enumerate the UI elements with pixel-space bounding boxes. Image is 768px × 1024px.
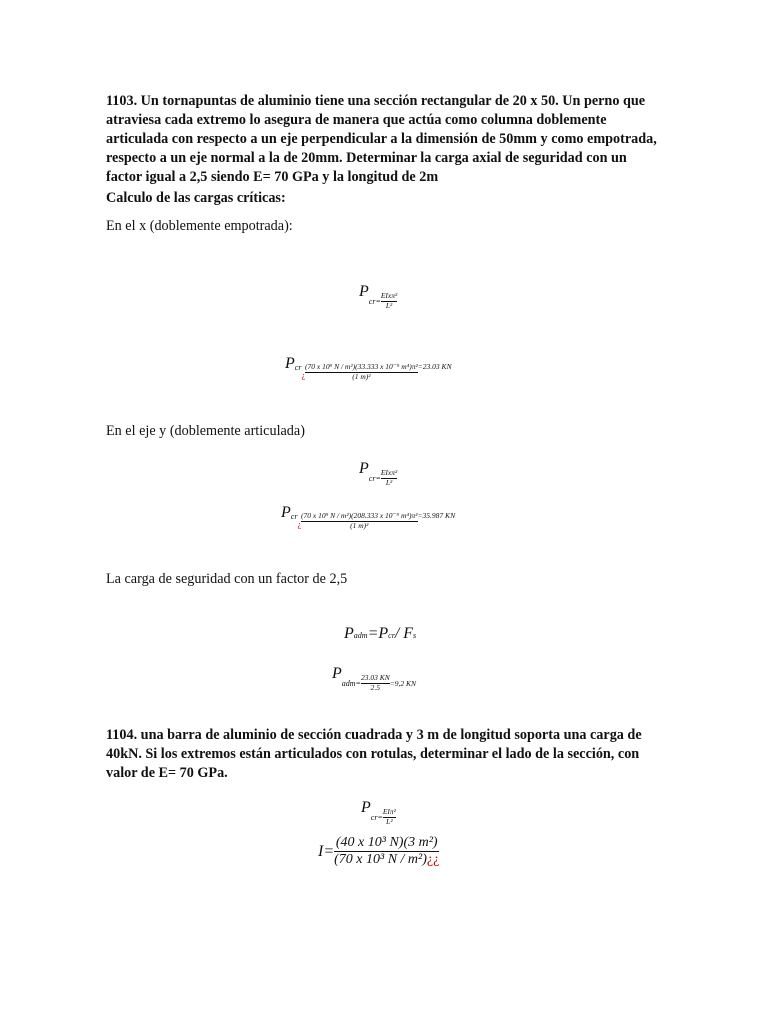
eq4-fraction bbox=[301, 512, 417, 530]
problem-1104-statement: 1104. una barra de aluminio de sección cuadrada y 3 m de longitud soporta una carga de 40kN. Si los extremos están articulados con rotulas, determinar el lado de la sección, con valor de E= 70 GPa. bbox=[106, 727, 642, 781]
eq6-denominator: 2.5 bbox=[361, 683, 390, 693]
critical-load-calc-y bbox=[281, 496, 455, 530]
eq5-subscript-3: s bbox=[413, 631, 417, 640]
eq2-error-mark: ¿ bbox=[301, 370, 306, 380]
eq6-symbol: P bbox=[332, 665, 342, 683]
eq3-fraction bbox=[381, 469, 397, 487]
problem-1103-statement: 1103. Un tornapuntas de aluminio tiene una sección rectangular de 20 x 50. Un perno que atraviesa cada extremo lo asegura de manera que actúa como columna doblemente articulada con respecto a un eje perpendicular a la dimensión de 50mm y como empotrada, respecto a un eje normal a la de 20mm. Determinar la carga axial de seguridad con un factor igual a 2,5 siendo E= 70 GPa y la longitud de 2m bbox=[106, 93, 657, 185]
eq6-fraction bbox=[361, 674, 390, 692]
critical-load-formula-bar bbox=[361, 790, 396, 826]
eq6-subscript: adm= bbox=[341, 678, 361, 688]
y-axis-label: En el eje y (doblemente articulada) bbox=[106, 423, 305, 439]
eq8-denominator: (70 x 10³ N / m²) bbox=[334, 852, 427, 868]
allowable-load-calc bbox=[332, 656, 416, 692]
eq5-subscript-2: cr bbox=[388, 631, 395, 640]
eq1-denominator: L² bbox=[381, 301, 397, 311]
eq2-fraction bbox=[305, 363, 418, 381]
eq8-lhs: I= bbox=[318, 842, 335, 860]
eq5-term-3: / F bbox=[394, 625, 414, 642]
eq3-denominator: L² bbox=[381, 478, 397, 488]
eq8-error-marks: ¿¿ bbox=[426, 852, 440, 868]
eq4-result: =35.987 KN bbox=[417, 510, 456, 520]
eq6-result: =9,2 KN bbox=[389, 678, 417, 688]
safety-load-label: La carga de seguridad con un factor de 2,5 bbox=[106, 571, 348, 587]
inertia-formula bbox=[318, 835, 439, 868]
eq4-numerator: (70 x 10⁹ N / m²)(208.333 x 10⁻⁹ m⁴)π² bbox=[301, 511, 418, 520]
critical-loads-heading: Calculo de las cargas críticas: bbox=[106, 190, 286, 206]
eq1-subscript: cr= bbox=[368, 296, 381, 306]
critical-load-formula-y bbox=[359, 451, 397, 487]
eq7-symbol: P bbox=[361, 799, 371, 817]
eq1-fraction bbox=[381, 292, 397, 310]
eq8-numerator: (40 x 10³ N)(3 m²) bbox=[335, 835, 438, 850]
eq2-subscript: cr bbox=[294, 362, 302, 372]
eq6-numerator: 23.03 KN bbox=[360, 673, 390, 682]
eq5-term-2: =P bbox=[367, 625, 389, 642]
eq4-denominator: (1 m)² bbox=[301, 521, 417, 531]
eq3-symbol: P bbox=[359, 460, 369, 478]
eq4-symbol: P bbox=[281, 504, 291, 522]
eq3-numerator: EIxπ² bbox=[380, 468, 398, 477]
critical-load-calc-x bbox=[285, 347, 452, 381]
eq1-numerator: EIxπ² bbox=[380, 291, 398, 300]
eq5-subscript-1: adm bbox=[353, 631, 368, 640]
eq8-fraction bbox=[334, 835, 439, 868]
critical-load-formula-x bbox=[359, 274, 397, 310]
eq2-result: =23.03 KN bbox=[417, 361, 452, 371]
allowable-load-formula bbox=[344, 625, 416, 643]
eq5-term-1: P bbox=[344, 625, 354, 642]
eq7-numerator: EIπ² bbox=[382, 807, 396, 816]
eq8-denominator-wrap bbox=[334, 851, 439, 868]
eq4-error-mark: ¿ bbox=[297, 519, 302, 529]
eq1-symbol: P bbox=[359, 283, 369, 301]
eq4-subscript: cr bbox=[290, 511, 298, 521]
eq7-subscript: cr= bbox=[370, 812, 383, 822]
eq2-symbol: P bbox=[285, 355, 295, 373]
eq3-subscript: cr= bbox=[368, 473, 381, 483]
eq7-fraction bbox=[383, 808, 396, 826]
x-axis-label: En el x (doblemente empotrada): bbox=[106, 218, 293, 234]
eq2-numerator: (70 x 10⁹ N / m²)(33.333 x 10⁻⁹ m⁴)π² bbox=[305, 362, 418, 371]
eq2-denominator: (1 m)² bbox=[305, 372, 418, 382]
eq7-denominator: L² bbox=[383, 817, 396, 827]
